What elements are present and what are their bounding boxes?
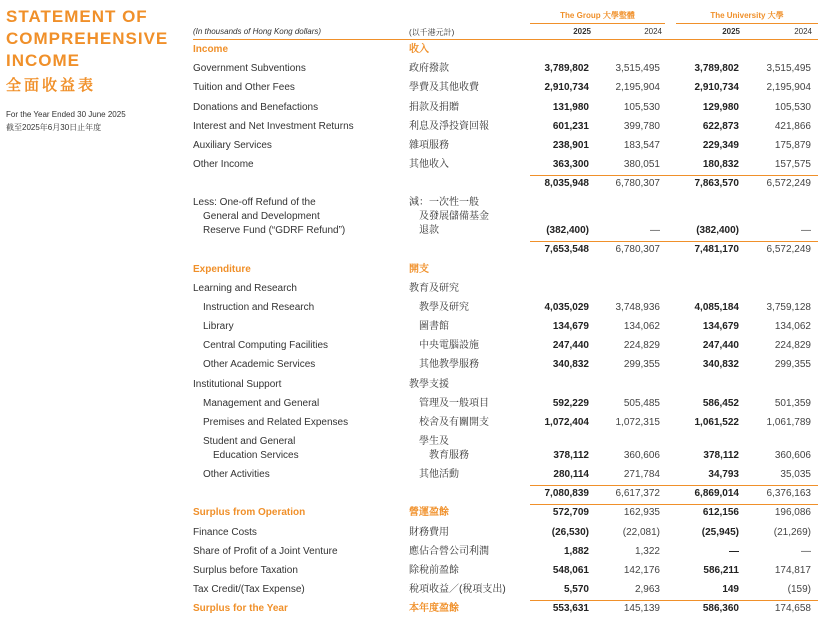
university-2025-value: 586,360 bbox=[702, 603, 739, 614]
row-label-en: Other Activities bbox=[203, 469, 270, 480]
group-year-prior: 2024 bbox=[644, 27, 662, 36]
university-2025-value: 4,085,184 bbox=[694, 302, 739, 313]
university-2024-value: 134,062 bbox=[774, 321, 811, 332]
group-2025-value: 238,901 bbox=[552, 140, 589, 151]
row-label-zh: 除稅前盈餘 bbox=[409, 565, 459, 576]
row-label-en: Education Services bbox=[213, 450, 299, 461]
university-2024-value: 174,817 bbox=[774, 565, 811, 576]
university-2025-value: 149 bbox=[722, 584, 739, 595]
university-2024-value: 6,572,249 bbox=[766, 178, 811, 189]
row-label-zh: 教育及研究 bbox=[409, 283, 459, 294]
row-label-zh: 財務費用 bbox=[409, 527, 449, 538]
university-2025-value: 1,061,522 bbox=[694, 417, 739, 428]
group-2025-value: 363,300 bbox=[552, 159, 589, 170]
group-2024-value: 2,963 bbox=[634, 584, 660, 595]
row-label-zh: 及發展儲備基金 bbox=[419, 211, 489, 222]
row-label-en: Government Subventions bbox=[193, 63, 306, 74]
row-label-zh: 利息及淨投資回報 bbox=[409, 121, 489, 132]
university-2025-value: 34,793 bbox=[708, 469, 739, 480]
row-label-en: Tax Credit/(Tax Expense) bbox=[193, 584, 305, 595]
unit-note-en: (In thousands of Hong Kong dollars) bbox=[193, 27, 322, 36]
row-label-zh: 雜項服務 bbox=[409, 140, 449, 151]
group-2025-value: 378,112 bbox=[553, 450, 589, 461]
group-header-rule bbox=[530, 23, 665, 24]
row-label-en: Donations and Benefactions bbox=[193, 102, 319, 113]
group-2025-value: 592,229 bbox=[552, 398, 589, 409]
university-2024-value: 175,879 bbox=[774, 140, 811, 151]
university-2025-value: 586,211 bbox=[703, 565, 739, 576]
row-label-en: Finance Costs bbox=[193, 527, 257, 538]
group-2025-value: 548,061 bbox=[552, 565, 589, 576]
university-2024-value: 2,195,904 bbox=[766, 82, 811, 93]
unit-note-zh: (以千港元計) bbox=[409, 28, 455, 37]
subtotal-rule bbox=[530, 175, 818, 176]
university-2025-value: 6,869,014 bbox=[694, 488, 739, 499]
university-2024-value: — bbox=[801, 225, 811, 236]
university-header-rule bbox=[676, 23, 818, 24]
group-2024-value: — bbox=[650, 225, 660, 236]
university-2024-value: 1,061,789 bbox=[766, 417, 811, 428]
university-2025-value: (25,945) bbox=[701, 527, 739, 538]
university-2025-value: 612,156 bbox=[702, 507, 739, 518]
group-2024-value: 183,547 bbox=[623, 140, 660, 151]
row-label-zh: 其他收入 bbox=[409, 159, 449, 170]
group-2024-value: 6,617,372 bbox=[615, 488, 660, 499]
row-label-en: Other Income bbox=[193, 159, 254, 170]
university-2025-value: 7,481,170 bbox=[694, 244, 739, 255]
group-2024-value: 380,051 bbox=[623, 159, 660, 170]
row-label-en: Surplus before Taxation bbox=[193, 565, 298, 576]
row-label-zh: 退款 bbox=[419, 225, 439, 236]
university-2025-value: 3,789,802 bbox=[694, 63, 739, 74]
university-2024-value: 299,355 bbox=[774, 359, 811, 370]
university-2024-value: 501,359 bbox=[774, 398, 811, 409]
university-2024-value: 3,515,495 bbox=[766, 63, 811, 74]
university-2024-value: 360,606 bbox=[774, 450, 811, 461]
group-2025-value: 131,980 bbox=[552, 102, 589, 113]
group-2024-value: 134,062 bbox=[623, 321, 660, 332]
group-2025-value: 4,035,029 bbox=[544, 302, 589, 313]
university-2025-value: 180,832 bbox=[702, 159, 739, 170]
group-2024-value: 2,195,904 bbox=[615, 82, 660, 93]
row-label-en: Premises and Related Expenses bbox=[203, 417, 349, 428]
university-2024-value: 421,866 bbox=[774, 121, 811, 132]
period-en: For the Year Ended 30 June 2025 bbox=[6, 110, 126, 119]
group-2025-value: 7,080,839 bbox=[544, 488, 589, 499]
university-2024-value: (21,269) bbox=[773, 527, 811, 538]
university-2025-value: 2,910,734 bbox=[694, 82, 739, 93]
university-2025-value: 378,112 bbox=[703, 450, 739, 461]
university-2025-value: 622,873 bbox=[702, 121, 739, 132]
row-label-en: Library bbox=[203, 321, 234, 332]
row-label-zh: 開支 bbox=[409, 264, 429, 275]
university-2024-value: 196,086 bbox=[774, 507, 811, 518]
university-2025-value: 129,980 bbox=[702, 102, 739, 113]
university-2025-value: — bbox=[729, 546, 739, 557]
group-2025-value: 8,035,948 bbox=[544, 178, 589, 189]
group-year-current: 2025 bbox=[573, 27, 591, 36]
row-label-zh: 學生及 bbox=[419, 436, 449, 447]
row-label-en: Share of Profit of a Joint Venture bbox=[193, 546, 338, 557]
group-2025-value: 134,679 bbox=[552, 321, 589, 332]
title-line-3: INCOME bbox=[6, 51, 80, 70]
row-label-zh: 本年度盈餘 bbox=[409, 603, 459, 614]
university-year-current: 2025 bbox=[722, 27, 740, 36]
group-2025-value: 553,631 bbox=[552, 603, 589, 614]
subtotal-rule bbox=[530, 600, 818, 601]
row-label-zh: 校舍及有關開支 bbox=[419, 417, 489, 428]
row-label-zh: 圖書館 bbox=[419, 321, 449, 332]
row-label-en: Student and General bbox=[203, 436, 296, 447]
university-2024-value: 3,759,128 bbox=[766, 302, 811, 313]
group-2025-value: 7,653,548 bbox=[544, 244, 589, 255]
group-2025-value: 601,231 bbox=[552, 121, 589, 132]
row-label-en: Reserve Fund (“GDRF Refund”) bbox=[203, 225, 346, 236]
row-label-en: Less: One-off Refund of the bbox=[193, 197, 316, 208]
group-2024-value: 299,355 bbox=[623, 359, 660, 370]
university-2024-value: 6,376,163 bbox=[766, 488, 811, 499]
title-line-1: STATEMENT OF bbox=[6, 7, 148, 26]
subtotal-rule bbox=[530, 504, 818, 505]
row-label-zh: 其他活動 bbox=[419, 469, 459, 480]
group-header: The Group 大學整體 bbox=[560, 11, 635, 20]
group-2024-value: 142,176 bbox=[623, 565, 660, 576]
group-2024-value: 6,780,307 bbox=[615, 178, 660, 189]
group-2024-value: 505,485 bbox=[623, 398, 660, 409]
university-2025-value: 586,452 bbox=[702, 398, 739, 409]
row-label-en: Expenditure bbox=[193, 264, 251, 275]
group-2024-value: 360,606 bbox=[623, 450, 660, 461]
row-label-en: Surplus for the Year bbox=[193, 603, 288, 614]
group-2024-value: 1,322 bbox=[634, 546, 660, 557]
group-2024-value: (22,081) bbox=[622, 527, 660, 538]
group-2025-value: 3,789,802 bbox=[544, 63, 589, 74]
row-label-en: Auxiliary Services bbox=[193, 140, 272, 151]
row-label-zh: 稅項收益／(稅項支出) bbox=[409, 584, 506, 595]
row-label-zh: 應佔合營公司利潤 bbox=[409, 546, 489, 557]
university-2025-value: 134,679 bbox=[702, 321, 739, 332]
group-2025-value: 1,882 bbox=[563, 546, 589, 557]
university-header: The University 大學 bbox=[710, 11, 784, 20]
row-label-zh: 收入 bbox=[409, 44, 429, 55]
group-2024-value: 3,748,936 bbox=[615, 302, 660, 313]
subtotal-rule bbox=[530, 241, 818, 242]
group-2025-value: 1,072,404 bbox=[544, 417, 589, 428]
group-2024-value: 3,515,495 bbox=[615, 63, 660, 74]
period-label bbox=[6, 108, 126, 134]
group-2024-value: 224,829 bbox=[623, 340, 660, 351]
row-label-zh: 教學支援 bbox=[409, 379, 449, 390]
row-label-en: Instruction and Research bbox=[203, 302, 315, 313]
group-2024-value: 399,780 bbox=[623, 121, 660, 132]
row-label-zh: 營運盈餘 bbox=[409, 507, 449, 518]
group-2025-value: 572,709 bbox=[552, 507, 589, 518]
row-label-zh: 減：一次性一般 bbox=[409, 197, 479, 208]
group-2025-value: 2,910,734 bbox=[544, 82, 589, 93]
row-label-en: Institutional Support bbox=[193, 379, 282, 390]
university-2025-value: 229,349 bbox=[702, 140, 739, 151]
university-2024-value: 35,035 bbox=[780, 469, 811, 480]
row-label-en: Central Computing Facilities bbox=[203, 340, 329, 351]
row-label-en: Other Academic Services bbox=[203, 359, 316, 370]
university-2024-value: — bbox=[801, 546, 811, 557]
row-label-zh: 管理及一般項目 bbox=[419, 398, 489, 409]
university-2025-value: (382,400) bbox=[696, 225, 739, 236]
row-label-zh: 中央電腦設施 bbox=[419, 340, 479, 351]
statement-title bbox=[6, 6, 168, 72]
header-rule bbox=[193, 39, 818, 40]
row-label-zh: 教學及研究 bbox=[419, 302, 469, 313]
group-2024-value: 1,072,315 bbox=[615, 417, 660, 428]
university-year-prior: 2024 bbox=[794, 27, 812, 36]
row-label-en: Management and General bbox=[203, 398, 320, 409]
row-label-en: Income bbox=[193, 44, 229, 55]
subtotal-rule bbox=[530, 485, 818, 486]
university-2024-value: 6,572,249 bbox=[766, 244, 811, 255]
group-2025-value: (382,400) bbox=[546, 225, 589, 236]
period-zh: 截至2025年6月30日止年度 bbox=[6, 123, 102, 132]
university-2025-value: 7,863,570 bbox=[694, 178, 739, 189]
university-2024-value: 224,829 bbox=[774, 340, 811, 351]
row-label-en: Surplus from Operation bbox=[193, 507, 306, 518]
row-label-zh: 教育服務 bbox=[429, 450, 469, 461]
university-2024-value: 105,530 bbox=[774, 102, 811, 113]
group-2024-value: 105,530 bbox=[623, 102, 660, 113]
group-2024-value: 145,139 bbox=[623, 603, 660, 614]
university-2024-value: 157,575 bbox=[774, 159, 811, 170]
group-2025-value: (26,530) bbox=[551, 527, 589, 538]
row-label-en: General and Development bbox=[203, 211, 320, 222]
group-2024-value: 6,780,307 bbox=[615, 244, 660, 255]
statement-title-zh: 全面收益表 bbox=[6, 77, 97, 94]
group-2025-value: 280,114 bbox=[553, 469, 589, 480]
row-label-zh: 其他教學服務 bbox=[419, 359, 479, 370]
university-2025-value: 247,440 bbox=[702, 340, 739, 351]
row-label-zh: 捐款及捐贈 bbox=[409, 102, 459, 113]
row-label-en: Interest and Net Investment Returns bbox=[193, 121, 354, 132]
university-2025-value: 340,832 bbox=[702, 359, 739, 370]
group-2025-value: 5,570 bbox=[563, 584, 589, 595]
group-2025-value: 247,440 bbox=[552, 340, 589, 351]
row-label-en: Tuition and Other Fees bbox=[193, 82, 295, 93]
university-2024-value: 174,658 bbox=[774, 603, 811, 614]
row-label-zh: 政府撥款 bbox=[409, 63, 449, 74]
title-line-2: COMPREHENSIVE bbox=[6, 29, 169, 48]
group-2024-value: 271,784 bbox=[623, 469, 660, 480]
university-2024-value: (159) bbox=[787, 584, 811, 595]
group-2025-value: 340,832 bbox=[552, 359, 589, 370]
group-2024-value: 162,935 bbox=[623, 507, 660, 518]
row-label-zh: 學費及其他收費 bbox=[409, 82, 479, 93]
row-label-en: Learning and Research bbox=[193, 283, 297, 294]
